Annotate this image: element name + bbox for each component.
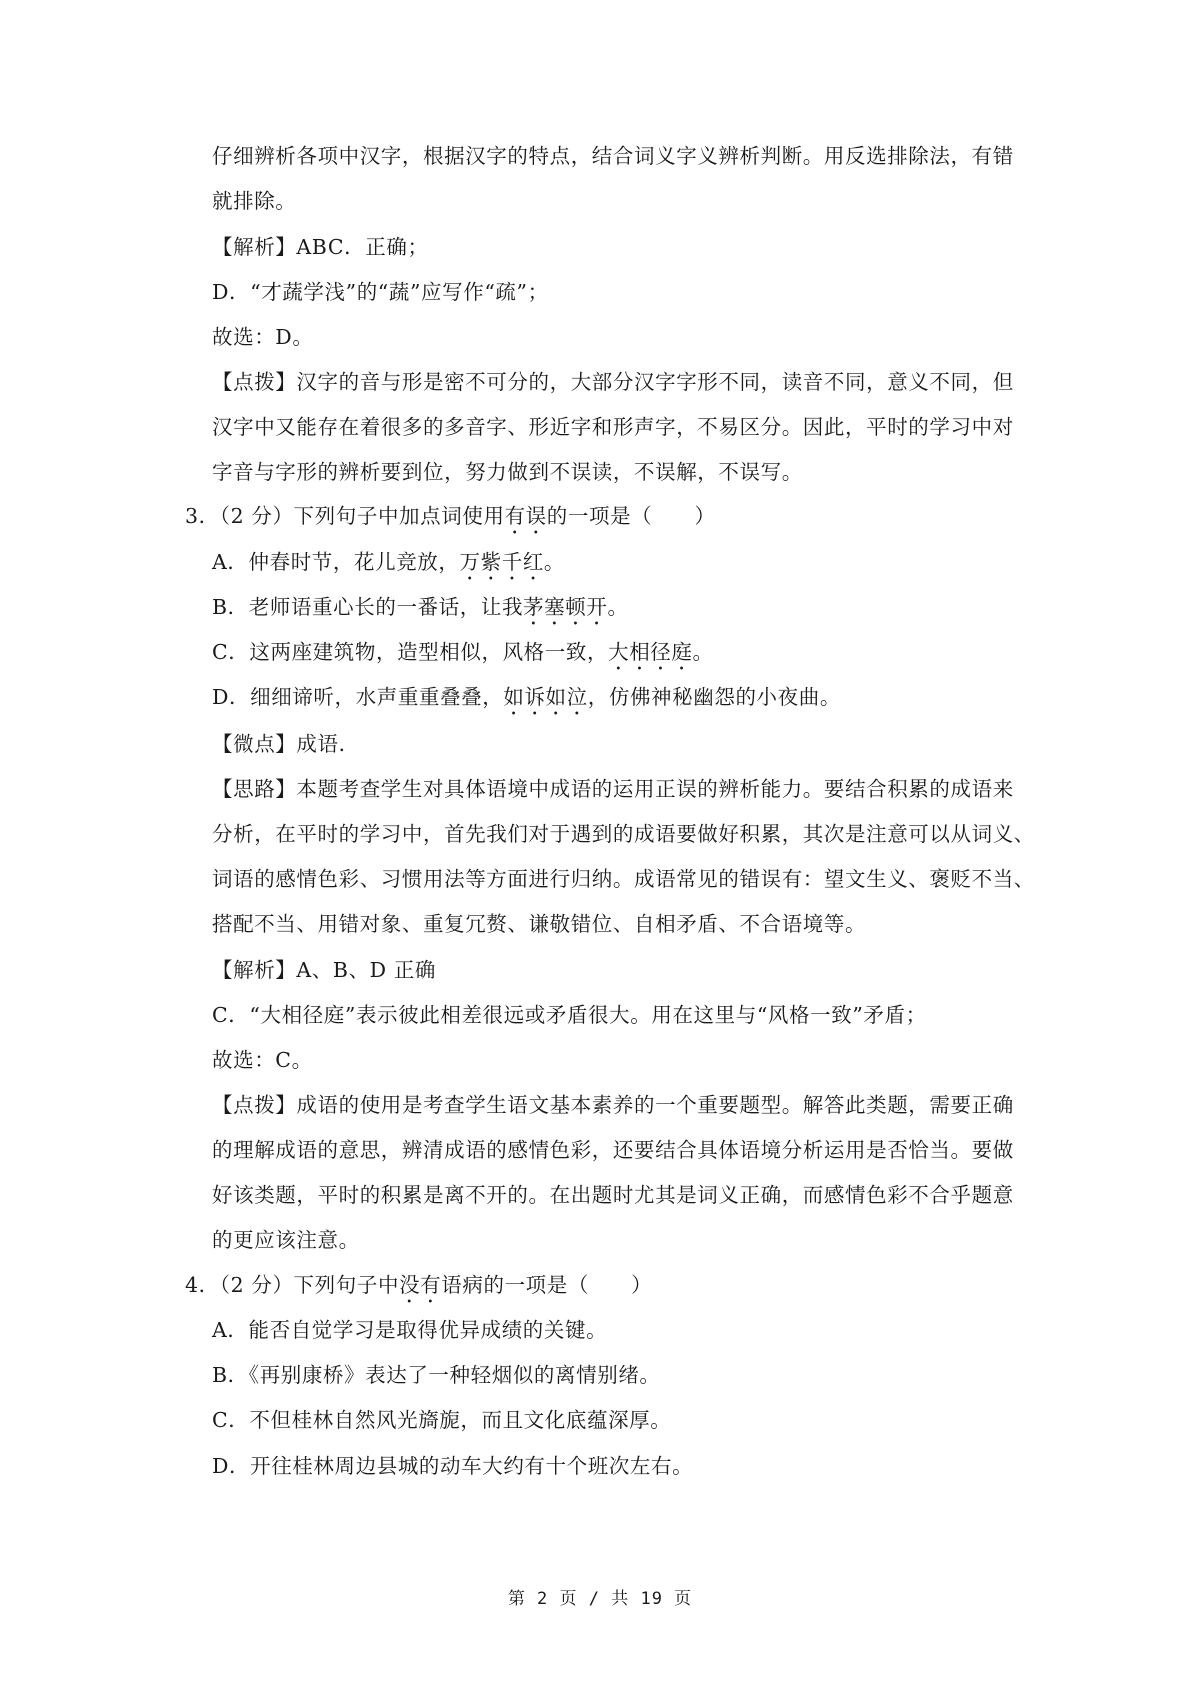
q3-option-b-prefix: B．老师语重心长的一番话，让我 (212, 595, 524, 619)
q3-stem-suffix: 的一项是（ ） (546, 504, 716, 528)
q3-option-a (212, 548, 565, 585)
q2-tip-label: 【点拨】 (212, 370, 297, 394)
q3-tip-label: 【点拨】 (212, 1093, 297, 1117)
q3-analysis-label: 【解析】 (212, 958, 297, 982)
q3-option-c-dotted: 大相径庭 (608, 640, 693, 664)
q3-tip-line-3: 好该类题，平时的积累是离不开的。在出题时尤其是词义正确，而感情色彩不合乎题意 (212, 1183, 1014, 1207)
q2-analysis-label: 【解析】 (212, 235, 297, 259)
q4-stem-prefix: 4．（2 分）下列句子中 (185, 1273, 400, 1297)
q3-option-d-prefix: D．细细谛听，水声重重叠叠， (212, 685, 504, 709)
q3-answer: 故选：C。 (212, 1048, 313, 1072)
q2-d-note: D．“才蔬学浅”的“蔬”应写作“疏”； (212, 280, 549, 304)
q4-option-d: D．开往桂林周边县城的动车大约有十个班次左右。 (212, 1454, 694, 1478)
q3-silu-line-3: 词语的感情色彩、习惯用法等方面进行归纳。成语常见的错误有：望文生义、褒贬不当、 (212, 867, 1035, 891)
q3-silu-label: 【思路】 (212, 777, 297, 801)
q2-analysis (212, 233, 429, 261)
q3-option-b-suffix: 。 (607, 595, 629, 619)
q3-weidian-text: 成语． (296, 732, 360, 756)
q4-option-c: C．不但桂林自然风光旖旎，而且文化底蕴深厚。 (212, 1408, 672, 1432)
q2-tip-line-3: 字音与字形的辨析要到位，努力做到不误读，不误解，不误写。 (212, 460, 803, 484)
q3-option-a-suffix: 。 (543, 550, 566, 574)
q3-option-d-dotted: 如诉如泣 (503, 685, 588, 709)
q4-option-b: B．《再别康桥》表达了一种轻烟似的离情别绪。 (212, 1363, 661, 1387)
q2-tip-line-1 (212, 368, 1014, 396)
q3-tip-line-4: 的更应该注意。 (212, 1228, 360, 1252)
q4-option-a: A．能否自觉学习是取得优异成绩的关键。 (212, 1318, 608, 1342)
q3-option-b-dotted: 茅塞顿开 (523, 595, 608, 619)
q3-silu-line-4: 搭配不当、用错对象、重复冗赘、谦敬错位、自相矛盾、不合语境等。 (212, 912, 867, 936)
q3-stem-dotted: 有误 (504, 504, 547, 528)
q3-stem (185, 502, 716, 539)
q3-analysis-text: A、B、D 正确 (296, 958, 437, 982)
q3-tip-line-1 (212, 1091, 1014, 1119)
q3-stem-prefix: 3．（2 分）下列句子中加点词使用 (185, 504, 505, 528)
q2-tip-text-1: 汉字的音与形是密不可分的，大部分汉字字形不同，读音不同，意义不同，但 (296, 370, 1014, 394)
q3-tip-text-1: 成语的使用是考查学生语文基本素养的一个重要题型。解答此类题，需要正确 (296, 1093, 1014, 1117)
q2-tip-line-2: 汉字中又能存在着很多的多音字、形近字和形声字，不易区分。因此，平时的学习中对 (212, 415, 1014, 439)
intro-line-1: 仔细辨析各项中汉字，根据汉字的特点，结合词义字义辨析判断。用反选排除法，有错 (212, 144, 1014, 168)
q3-tip-line-2: 的理解成语的意思，辨清成语的感情色彩，还要结合具体语境分析运用是否恰当。要做 (212, 1138, 1014, 1162)
q3-option-c-prefix: C．这两座建筑物，造型相似，风格一致， (212, 640, 609, 664)
q2-answer: 故选：D。 (212, 325, 314, 349)
q3-option-a-dotted: 万紫千红 (459, 550, 544, 574)
q3-option-a-prefix: A．仲春时节，花儿竞放， (212, 550, 460, 574)
q3-c-note: C．“大相径庭”表示彼此相差很远或矛盾很大。用在这里与“风格一致”矛盾； (212, 1003, 927, 1027)
q3-weidian (212, 730, 360, 758)
q4-stem-dotted: 没有 (399, 1273, 442, 1297)
q3-option-d (212, 683, 841, 720)
page-footer: 第 2 页 / 共 19 页 (507, 1589, 693, 1609)
q3-option-c (212, 638, 714, 675)
q3-weidian-label: 【微点】 (212, 732, 297, 756)
intro-line-2: 就排除。 (212, 189, 297, 213)
q3-silu-line-2: 分析，在平时的学习中，首先我们对于遇到的成语要做好积累，其次是注意可以从词义、 (212, 822, 1035, 846)
q3-option-b (212, 593, 629, 630)
q4-stem-suffix: 语病的一项是（ ） (441, 1273, 653, 1297)
q2-analysis-text: ABC．正确； (296, 235, 429, 259)
q3-silu-line-1 (212, 775, 1014, 803)
q3-analysis (212, 956, 436, 984)
q4-stem (185, 1271, 652, 1308)
q3-option-c-suffix: 。 (692, 640, 714, 664)
q3-option-d-suffix: ，仿佛神秘幽怨的小夜曲。 (587, 685, 841, 709)
q3-silu-text-1: 本题考查学生对具体语境中成语的运用正误的辨析能力。要结合积累的成语来 (296, 777, 1014, 801)
